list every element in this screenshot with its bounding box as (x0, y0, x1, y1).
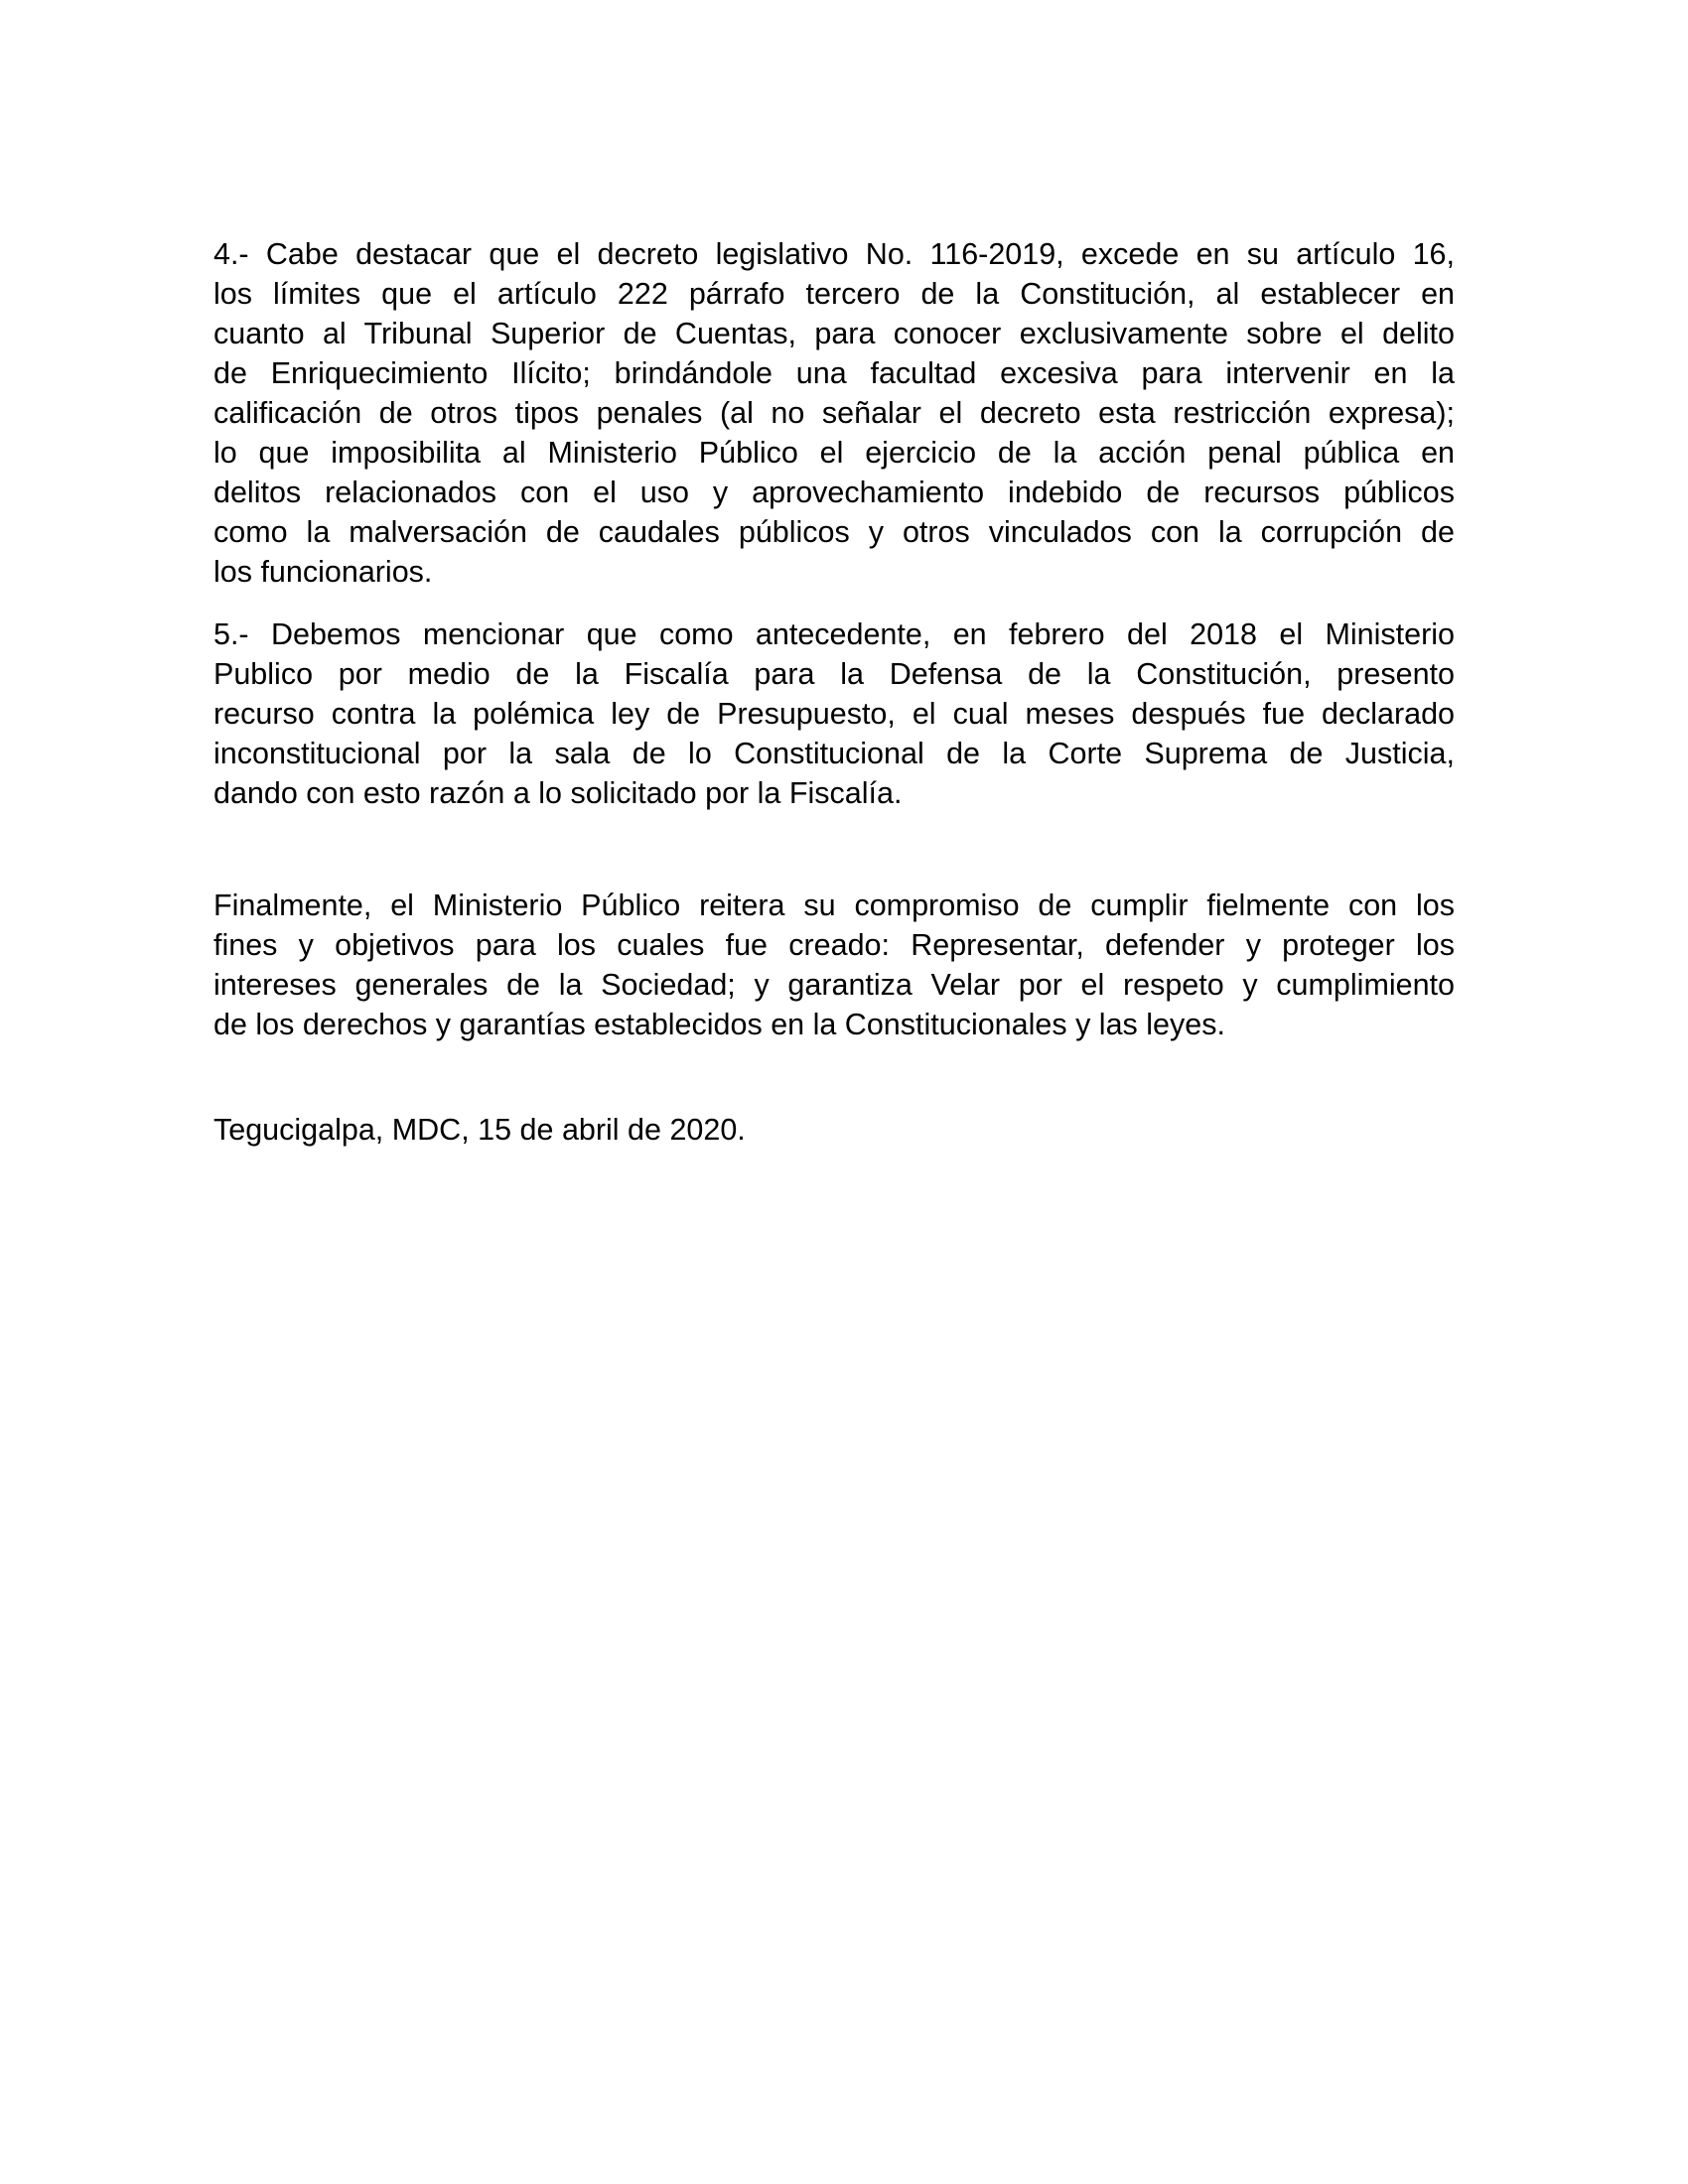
text-line: lo que imposibilita al Ministerio Público el ejercicio de la acción penal pública en (213, 436, 1455, 470)
text-line: como la malversación de caudales públicos y otros vinculados con la corrupción de (213, 515, 1455, 549)
text-line: 4.- Cabe destacar que el decreto legislativo No. 116-2019, excede en su artículo 16, (213, 237, 1455, 271)
text-line: Finalmente, el Ministerio Público reitera su compromiso de cumplir fielmente con los (213, 888, 1455, 922)
text-line: cuanto al Tribunal Superior de Cuentas, para conocer exclusivamente sobre el delito (213, 317, 1455, 350)
text-line: calificación de otros tipos penales (al no señalar el decreto esta restricción expresa); (213, 396, 1455, 430)
text-line: los límites que el artículo 222 párrafo tercero de la Constitución, al establecer en (213, 277, 1455, 311)
dateline: Tegucigalpa, MDC, 15 de abril de 2020. (213, 1113, 746, 1147)
closing-paragraph (213, 886, 1455, 1044)
paragraph-4 (213, 234, 1455, 592)
text-line: 5.- Debemos mencionar que como antecedente, en febrero del 2018 el Ministerio (213, 617, 1455, 651)
text-line: intereses generales de la Sociedad; y garantiza Velar por el respeto y cumplimiento (213, 968, 1455, 1002)
text-line: fines y objetivos para los cuales fue creado: Representar, defender y proteger los (213, 928, 1455, 962)
text-line: recurso contra la polémica ley de Presupuesto, el cual meses después fue declarado (213, 697, 1455, 731)
text-line: Publico por medio de la Fiscalía para la Defensa de la Constitución, presento (213, 657, 1455, 691)
text-line: los funcionarios. (213, 555, 433, 589)
text-line: de los derechos y garantías establecidos en la Constitucionales y las leyes. (213, 1008, 1225, 1041)
text-line: dando con esto razón a lo solicitado por la Fiscalía. (213, 776, 903, 810)
document-body (213, 234, 1455, 1150)
text-line: de Enriquecimiento Ilícito; brindándole una facultad excesiva para intervenir en la (213, 356, 1455, 390)
text-line: inconstitucional por la sala de lo Constitucional de la Corte Suprema de Justicia, (213, 737, 1455, 770)
paragraph-5 (213, 614, 1455, 813)
text-line: delitos relacionados con el uso y aprovechamiento indebido de recursos públicos (213, 476, 1455, 509)
